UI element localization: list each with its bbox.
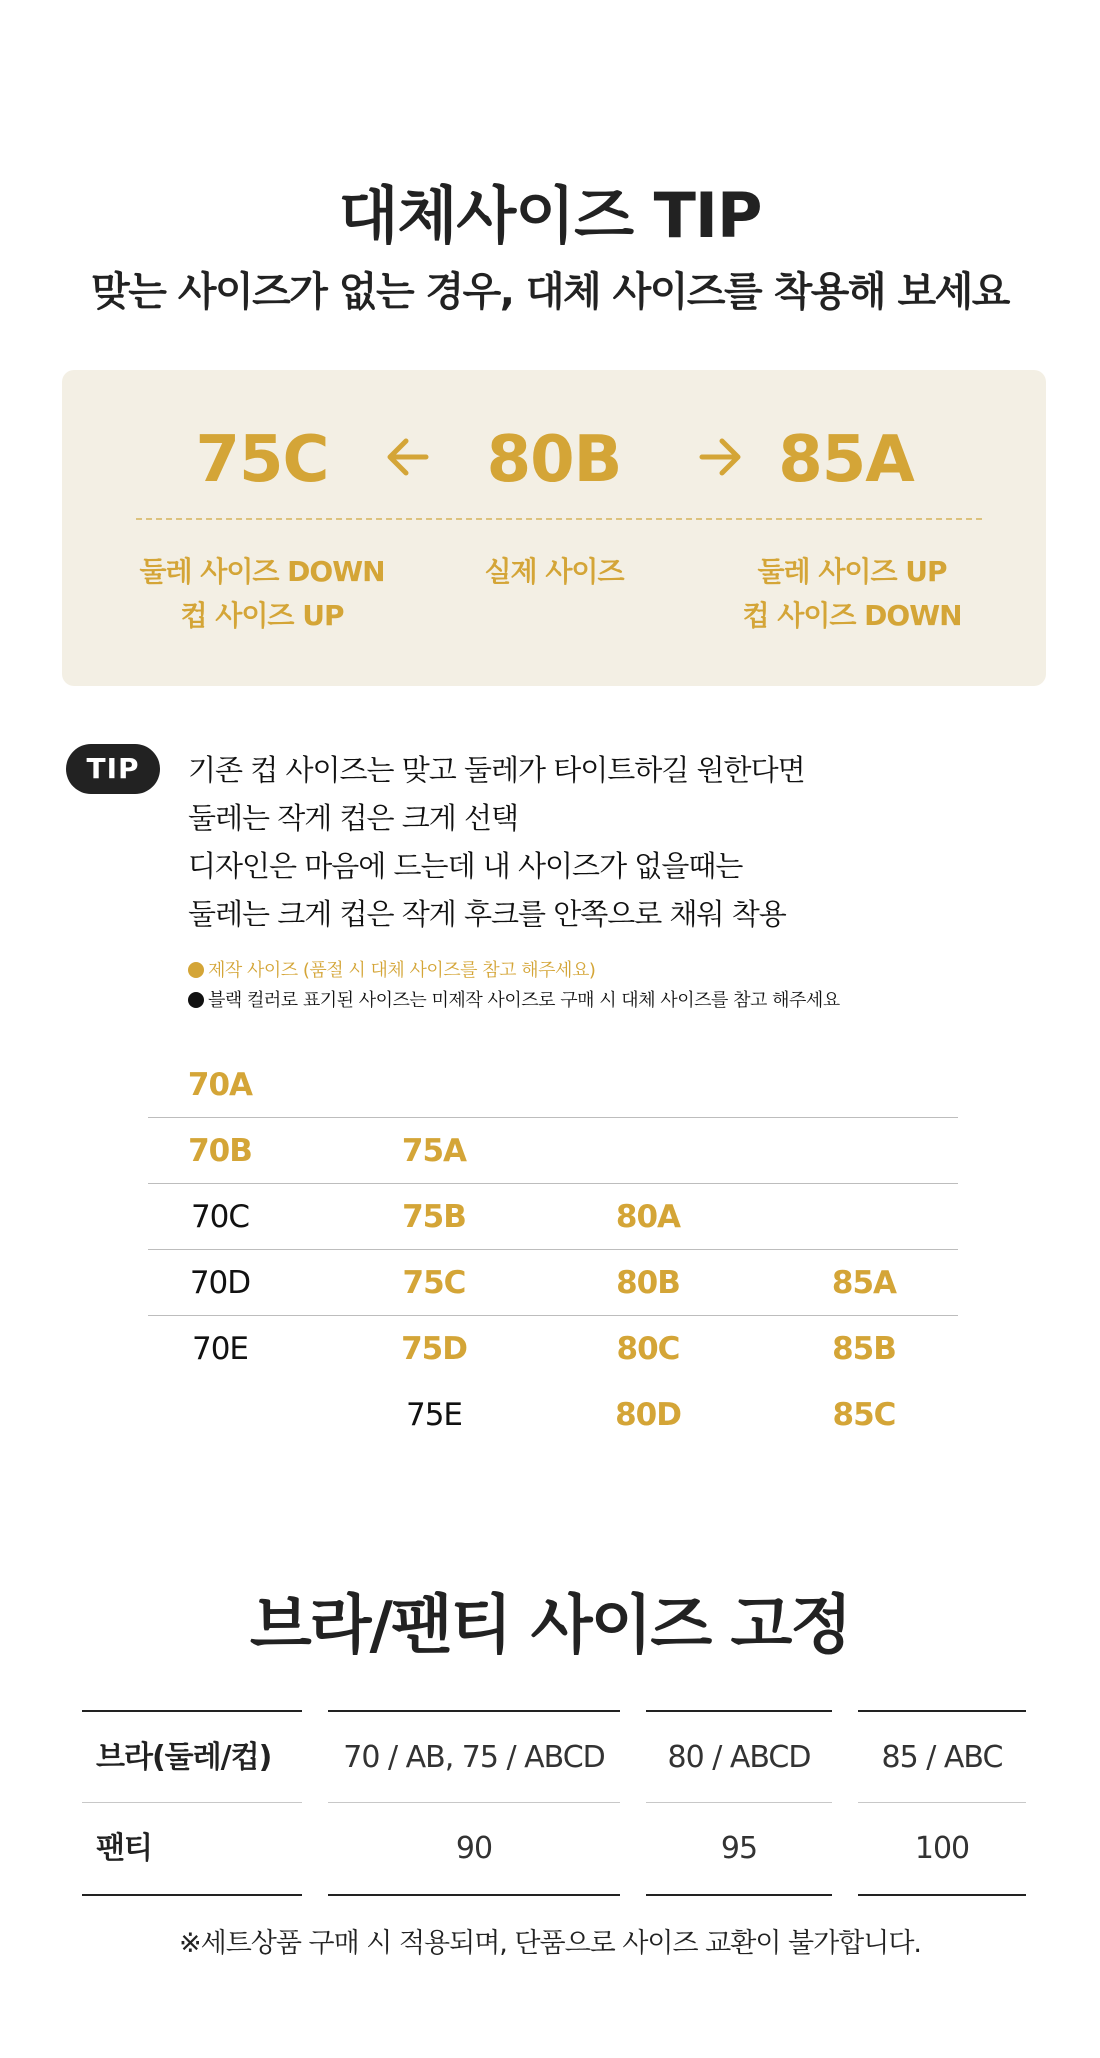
substitute-size-grid <box>148 1052 958 1448</box>
table-label-column <box>82 1710 302 1896</box>
arrow-right-icon <box>698 432 744 482</box>
size-grid-row <box>148 1250 958 1316</box>
panty-value: 95 <box>720 1831 758 1866</box>
size-grid-row <box>148 1316 958 1382</box>
table-column <box>858 1710 1026 1896</box>
black-dot-icon <box>188 992 204 1008</box>
size-grid-cell: 80D <box>615 1397 681 1433</box>
arrow-left-icon <box>384 432 430 482</box>
bra-value: 80 / ABCD <box>646 1712 832 1803</box>
size-grid-cell: 85C <box>832 1397 896 1433</box>
tip-line: 기존 컵 사이즈는 맞고 둘레가 타이트하길 원한다면 <box>188 753 805 787</box>
tip-line: 디자인은 마음에 드는데 내 사이즈가 없을때는 <box>188 849 743 883</box>
size-grid-cell: 80B <box>616 1265 680 1301</box>
panty-value: 90 <box>455 1831 493 1866</box>
page-subtitle: 맞는 사이즈가 없는 경우, 대체 사이즈를 착용해 보세요 <box>91 269 1009 315</box>
tip-line: 둘레는 작게 컵은 크게 선택 <box>188 801 519 835</box>
smaller-band-label: 둘레 사이즈 DOWN 컵 사이즈 UP <box>139 555 385 632</box>
panty-label: 팬티 <box>96 1831 152 1866</box>
bra-value: 70 / AB, 75 / ABCD <box>328 1712 620 1803</box>
size-grid-cell: 75B <box>402 1199 466 1235</box>
tip-badge: TIP <box>66 744 160 794</box>
footnote: ※세트상품 구매 시 적용되며, 단품으로 사이즈 교환이 불가합니다. <box>179 1928 921 1959</box>
page-title: 대체사이즈 TIP <box>338 179 762 252</box>
size-grid-cell: 80A <box>615 1199 681 1235</box>
size-grid-cell: 70A <box>187 1067 253 1103</box>
dashed-divider <box>136 518 982 520</box>
size-grid-cell: 70E <box>191 1331 249 1367</box>
size-grid-cell: 85A <box>831 1265 897 1301</box>
table-column <box>328 1710 620 1896</box>
size-grid-row <box>148 1118 958 1184</box>
table-column <box>646 1710 832 1896</box>
panty-value: 100 <box>914 1831 970 1866</box>
size-grid-cell: 70C <box>190 1199 250 1235</box>
legend-not-produced: 블랙 컬러로 표기된 사이즈는 미제작 사이즈로 구매 시 대체 사이즈를 참고 해주세요 <box>188 986 840 1016</box>
larger-band-label: 둘레 사이즈 UP 컵 사이즈 DOWN <box>742 555 962 632</box>
fixed-size-title: 브라/팬티 사이즈 고정 <box>249 1589 851 1663</box>
size-grid-cell: 85B <box>832 1331 896 1367</box>
size-grid-row <box>148 1052 958 1118</box>
size-grid-cell: 80C <box>616 1331 680 1367</box>
actual-size-label: 실제 사이즈 <box>484 555 624 588</box>
size-grid-cell: 75C <box>402 1265 466 1301</box>
size-grid-cell: 70B <box>188 1133 252 1169</box>
size-grid-row <box>148 1184 958 1250</box>
substitute-size-box <box>62 370 1046 686</box>
larger-band-size: 85A <box>778 423 914 497</box>
bra-value: 85 / ABC <box>858 1712 1026 1803</box>
actual-size: 80B <box>486 423 622 497</box>
size-grid-cell: 75A <box>401 1133 467 1169</box>
size-grid-cell: 75D <box>401 1331 467 1367</box>
legend-produced: 제작 사이즈 (품절 시 대체 사이즈를 참고 해주세요) <box>188 956 595 986</box>
gold-dot-icon <box>188 962 204 978</box>
size-grid-cell: 75E <box>405 1397 463 1433</box>
tip-line: 둘레는 크게 컵은 작게 후크를 안쪽으로 채워 착용 <box>188 897 786 931</box>
bra-label: 브라(둘레/컵) <box>82 1712 302 1803</box>
size-grid-cell: 70D <box>189 1265 251 1301</box>
smaller-band-size: 75C <box>195 423 329 497</box>
size-grid-row <box>148 1382 958 1448</box>
